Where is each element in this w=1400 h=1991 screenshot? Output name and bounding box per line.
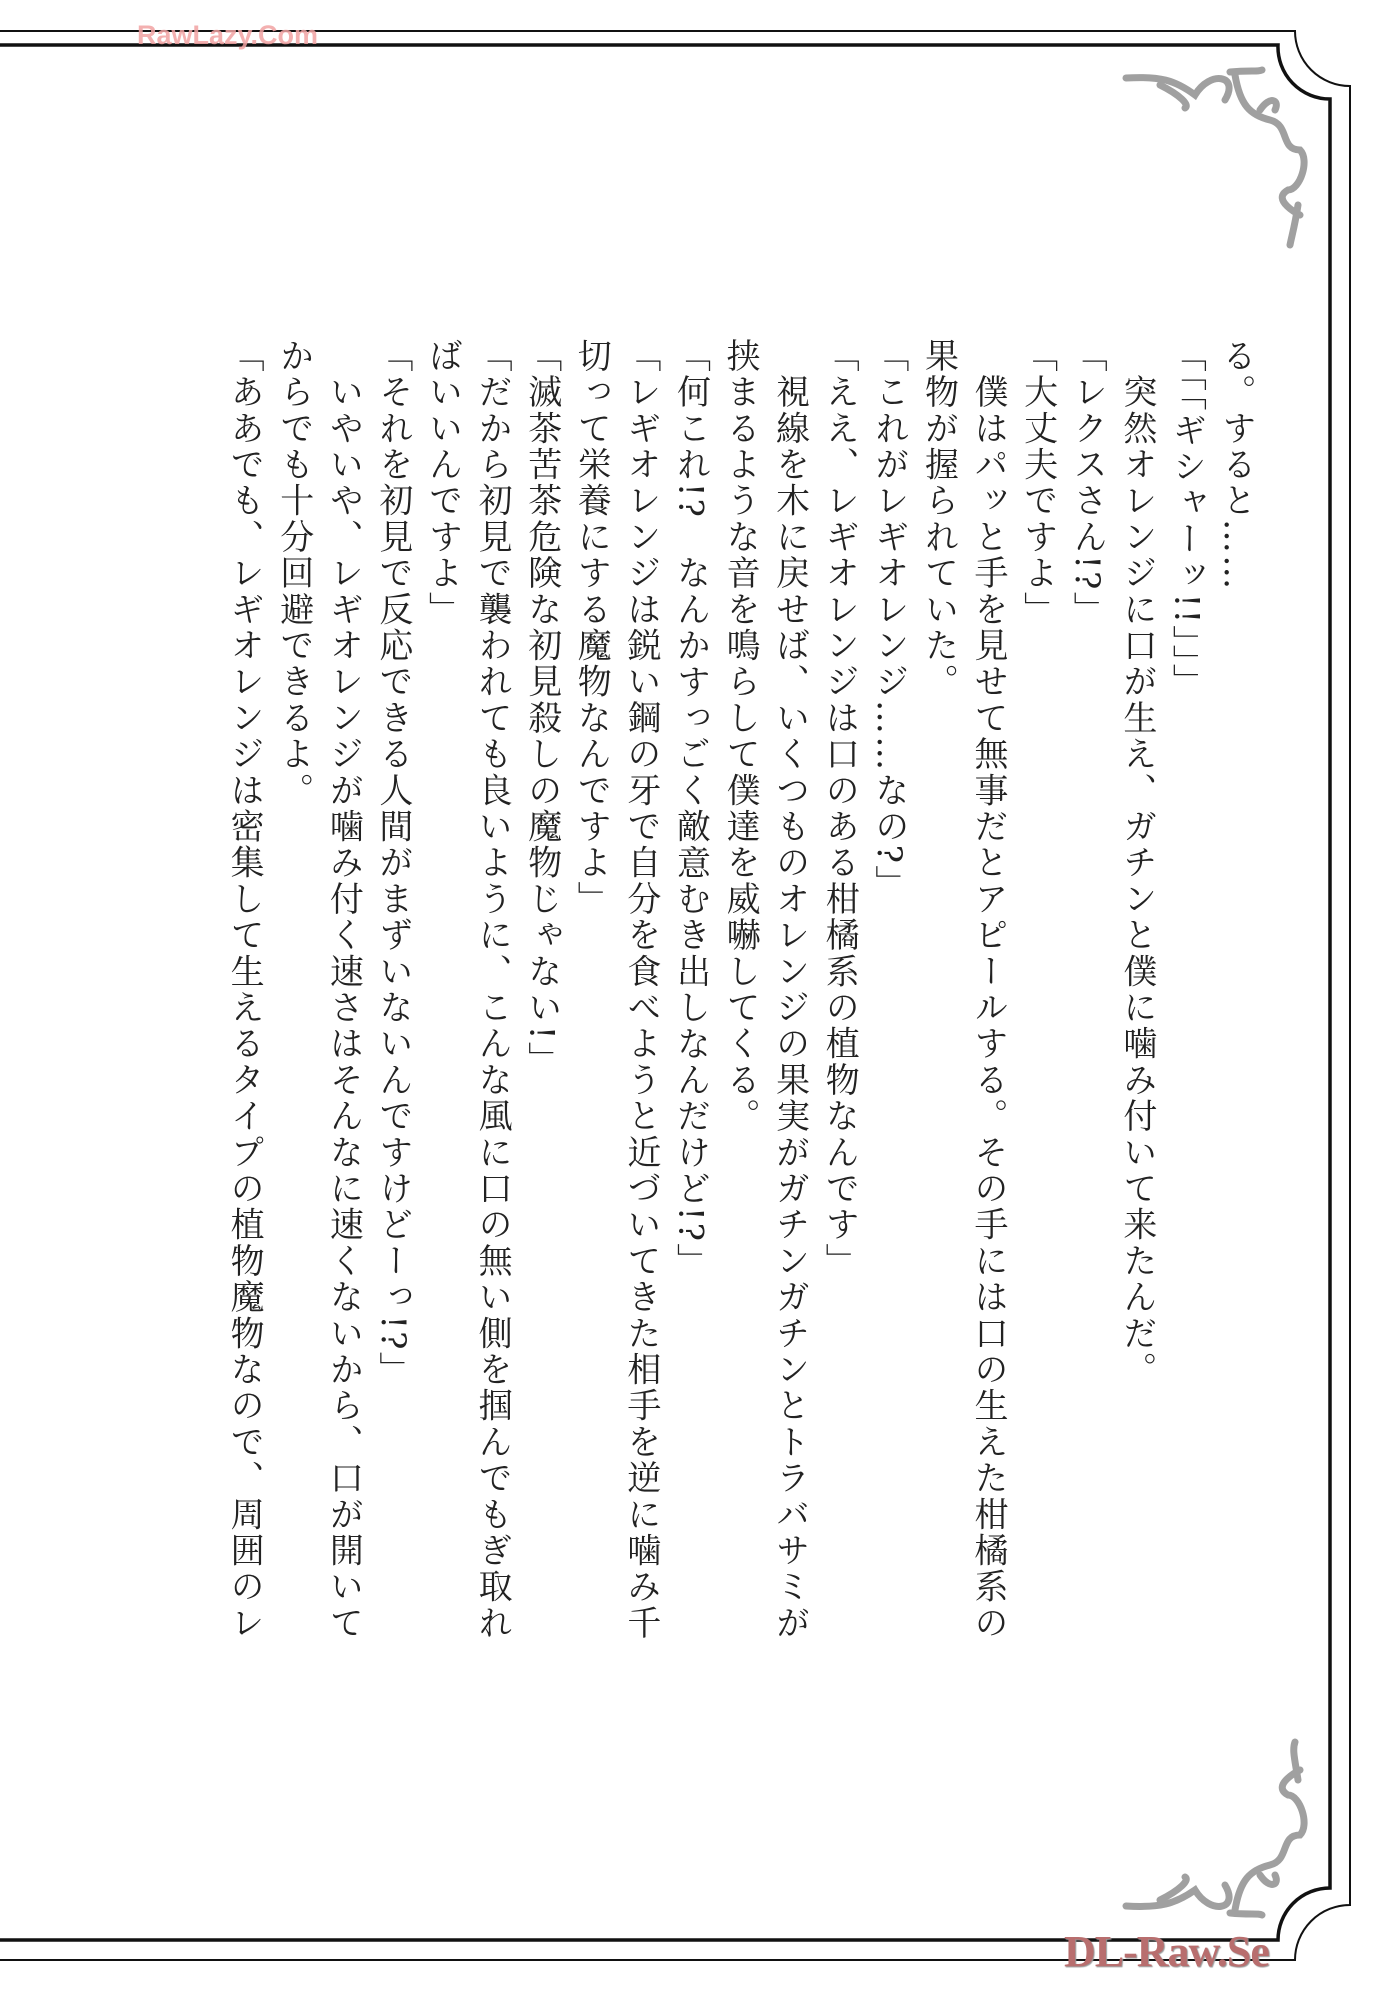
text-line: 「ええ、レギオレンジは口のある柑橘系の植物なんです」 (819, 338, 860, 1280)
text-line: 「レギオレンジは鋭い鋼の牙で自分を食べようと近づいてきた相手を逆に噛み千 (620, 338, 661, 1642)
text-line: 挟まるような音を鳴らして僕達を威嚇してくる。 (720, 338, 761, 1135)
text-line: 「それを初見で反応できる人間がまずいないんですけどーっ!?」 (372, 338, 413, 1388)
text-line: 果物が握られていた。 (918, 338, 959, 700)
text-line: 突然オレンジに口が生え、ガチンと僕に噛み付いて来たんだ。 (1116, 338, 1157, 1388)
text-line: いやいや、レギオレンジが噛み付く速さはそんなに速くないから、口が開いて (323, 338, 364, 1642)
text-line: 「ああでも、レギオレンジは密集して生えるタイプの植物魔物なので、周囲のレ (224, 338, 265, 1642)
text-line: る。すると…… (1216, 338, 1256, 592)
novel-body-text (219, 338, 1260, 1658)
text-line: 僕はパッと手を見せて無事だとアピールする。その手には口の生えた柑橘系の (968, 338, 1009, 1642)
watermark-bottom: DL-Raw.Se (1064, 1927, 1269, 1976)
watermark-top: RawLazy.Com (137, 20, 319, 50)
text-line: 「何これ!? なんかすっごく敵意むき出しなんだけど!?」 (670, 338, 711, 1280)
text-line: 視線を木に戻せば、いくつものオレンジの果実がガチンガチンとトラバサミが (769, 338, 810, 1642)
text-line: 「大丈夫ですよ」 (1017, 338, 1058, 628)
text-line: 切って栄養にする魔物なんですよ」 (571, 338, 612, 918)
text-line: からでも十分回避できるよ。 (273, 338, 314, 809)
corner-ornament-bottom-icon (1126, 1742, 1304, 1915)
text-line: 「滅茶苦茶危険な初見殺しの魔物じゃない!」 (521, 338, 562, 1078)
text-line: 「「「ギシャーッ!!」」」 (1166, 338, 1207, 700)
text-line: ばいいんですよ」 (422, 338, 463, 628)
text-line: 「これがレギオレンジ……なの?」 (868, 338, 909, 902)
text-line: 「だから初見で襲われても良いように、こんな風に口の無い側を掴んでもぎ取れ (472, 338, 513, 1642)
corner-ornament-top-icon (1126, 70, 1304, 245)
text-line: 「レクスさん!?」 (1067, 338, 1108, 628)
